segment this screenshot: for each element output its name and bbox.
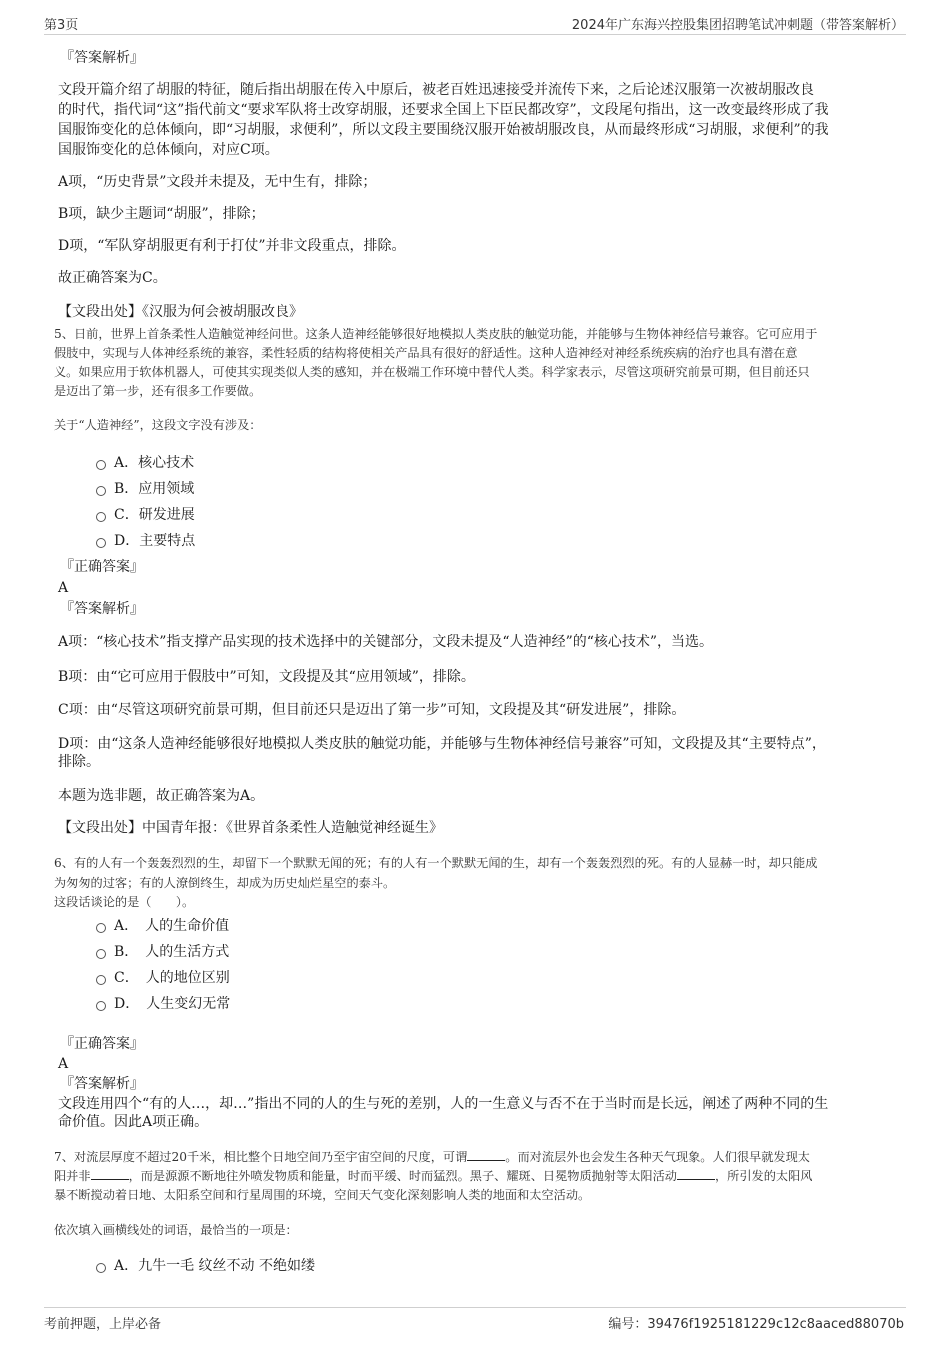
radio-icon[interactable]	[96, 949, 106, 959]
q7-text: ，所引发的太阳风	[715, 1169, 813, 1183]
q7-text: 阳并非	[54, 1169, 91, 1183]
q5-analysis-d-line: D项：由“这条人造神经能够很好地模拟人类皮肤的触觉功能，并能够与生物体神经信号兼容”可知，文段提及其“主要特点”，	[58, 736, 826, 752]
q5-stem-line: 5、日前，世界上首条柔性人造触觉神经问世。这条人造神经能够很好地模拟人类皮肤的触觉功能，并能够与生物体神经信号兼容。它可应用于	[54, 327, 818, 341]
q5-stem-line: 是迈出了第一步，还有很多工作要做。	[54, 384, 262, 398]
option-label: A． 人的生命价值	[114, 918, 230, 934]
option-label: A．核心技术	[114, 455, 195, 471]
q5-conclusion: 本题为选非题，故正确答案为A。	[58, 788, 265, 804]
radio-icon[interactable]	[96, 538, 106, 548]
q6-stem-line: 这段话谈论的是（ ）。	[54, 895, 195, 909]
q4-analysis-line: 文段开篇介绍了胡服的特征，随后指出胡服在传入中原后，被老百姓迅速接受并流传下来，之后论述汉服第一次被胡服改良	[58, 82, 814, 98]
q7-option-a[interactable]	[96, 1256, 315, 1276]
q4-analysis-line: 国服饰变化的总体倾向，对应C项。	[58, 142, 279, 158]
option-label: D． 人生变幻无常	[114, 996, 231, 1012]
q6-analysis-line: 文段连用四个“有的人…，却…”指出不同的人的生与死的差别，人的一生意义与否不在于当时而是长远，阐述了两种不同的生	[58, 1096, 829, 1112]
footer-slogan: 考前押题，上岸必备	[44, 1317, 162, 1332]
q4-analysis-line: 的时代，指代词“这”指代前文“要求军队将士改穿胡服，还要求全国上下臣民都改穿”，文段尾句指出，这一改变最终形成了我	[58, 102, 829, 118]
q4-analysis-label: 『答案解析』	[60, 50, 144, 66]
q4-option-d-analysis: D项，“军队穿胡服更有利于打仗”并非文段重点，排除。	[58, 238, 406, 254]
radio-icon[interactable]	[96, 486, 106, 496]
fill-blank	[467, 1148, 505, 1161]
option-label: C． 人的地位区别	[114, 970, 230, 986]
q4-analysis-line: 国服饰变化的总体倾向，即“习胡服，求便利”，所以文段主要围绕汉服开始被胡服改良，从而最终形成“习胡服，求便利”的我	[58, 122, 829, 138]
q5-analysis-a: A项：“核心技术”指支撑产品实现的技术选择中的关键部分，文段未提及“人造神经”的“核心技术”，当选。	[58, 634, 714, 650]
q6-stem-line: 为匆匆的过客；有的人潦倒终生，却成为历史灿烂星空的泰斗。	[54, 876, 396, 890]
footer-serial: 编号：39476f1925181229c12c8aaced88070b	[608, 1317, 904, 1332]
radio-icon[interactable]	[96, 460, 106, 470]
option-label: B．应用领域	[114, 481, 195, 497]
q4-option-a-analysis: A项，“历史背景”文段并未提及，无中生有，排除；	[58, 174, 377, 190]
q5-analysis-b: B项：由“它可应用于假肢中”可知，文段提及其“应用领域”，排除。	[58, 669, 475, 685]
q5-source: 【文段出处】中国青年报：《世界首条柔性人造触觉神经诞生》	[58, 820, 443, 836]
q5-option-a[interactable]	[96, 453, 194, 473]
q6-analysis-line: 命价值。因此A项正确。	[58, 1114, 209, 1130]
q7-question: 依次填入画横线处的词语，最恰当的一项是：	[54, 1223, 298, 1237]
q7-stem-line	[54, 1167, 813, 1185]
q5-answer: A	[58, 580, 69, 596]
option-label: D．主要特点	[114, 533, 196, 549]
q7-text: 。而对流层外也会发生各种天气现象。人们很早就发现太	[505, 1150, 810, 1164]
option-label: A．九牛一毛 纹丝不动 不绝如缕	[114, 1258, 316, 1274]
document-title: 2024年广东海兴控股集团招聘笔试冲刺题（带答案解析）	[571, 18, 904, 33]
q6-stem-line: 6、有的人有一个轰轰烈烈的生，却留下一个默默无闻的死；有的人有一个默默无闻的生，却有一个轰轰烈烈的死。有的人显赫一时，却只能成	[54, 856, 818, 870]
q4-conclusion: 故正确答案为C。	[58, 270, 167, 286]
q6-option-c[interactable]	[96, 968, 230, 988]
q7-stem-line	[54, 1148, 810, 1166]
radio-icon[interactable]	[96, 1001, 106, 1011]
q7-text: 7、对流层厚度不超过20千米，相比整个日地空间乃至宇宙空间的尺度，可谓	[54, 1150, 468, 1164]
radio-icon[interactable]	[96, 512, 106, 522]
q5-stem-line: 假肢中，实现与人体神经系统的兼容，柔性轻质的结构将使相关产品具有很好的舒适性。这种人造神经对神经系统疾病的治疗也具有潜在意	[54, 346, 798, 360]
option-label: C．研发进展	[114, 507, 195, 523]
page-number: 第3页	[44, 18, 79, 33]
q5-option-b[interactable]	[96, 479, 194, 499]
q5-question: 关于“人造神经”，这段文字没有涉及：	[54, 418, 262, 432]
footer-divider	[44, 1307, 906, 1308]
q7-stem-line: 暴不断搅动着日地、太阳系空间和行星周围的环境，空间天气变化深刻影响人类的地面和太空活动。	[54, 1188, 591, 1202]
fill-blank	[677, 1167, 715, 1180]
q6-answer-label: 『正确答案』	[60, 1036, 144, 1052]
header-divider	[44, 34, 906, 35]
q6-option-b[interactable]	[96, 942, 229, 962]
q4-source: 【文段出处】《汉服为何会被胡服改良》	[58, 304, 303, 320]
q5-option-c[interactable]	[96, 505, 195, 525]
q4-option-b-analysis: B项，缺少主题词“胡服”，排除；	[58, 206, 265, 222]
q5-option-d[interactable]	[96, 531, 195, 551]
q6-option-a[interactable]	[96, 916, 229, 936]
q5-analysis-c: C项：由“尽管这项研究前景可期，但目前还只是迈出了第一步”可知，文段提及其“研发进展”，排除。	[58, 702, 686, 718]
q5-answer-label: 『正确答案』	[60, 559, 144, 575]
q5-analysis-d-line: 排除。	[58, 754, 100, 770]
q5-stem-line: 义。如果应用于软体机器人，可使其实现类似人类的感知，并在极端工作环境中替代人类。科学家表示，尽管这项研究前景可期，但目前还只	[54, 365, 810, 379]
q6-answer: A	[58, 1056, 69, 1072]
q5-analysis-label: 『答案解析』	[60, 601, 144, 617]
radio-icon[interactable]	[96, 975, 106, 985]
q6-option-d[interactable]	[96, 994, 230, 1014]
radio-icon[interactable]	[96, 1263, 106, 1273]
q7-text: ，而是源源不断地往外喷发物质和能量，时而平缓、时而猛烈。黑子、耀斑、日冕物质抛射等太阳活动	[128, 1169, 677, 1183]
fill-blank	[91, 1167, 129, 1180]
option-label: B． 人的生活方式	[114, 944, 230, 960]
radio-icon[interactable]	[96, 923, 106, 933]
q6-analysis-label: 『答案解析』	[60, 1076, 144, 1092]
